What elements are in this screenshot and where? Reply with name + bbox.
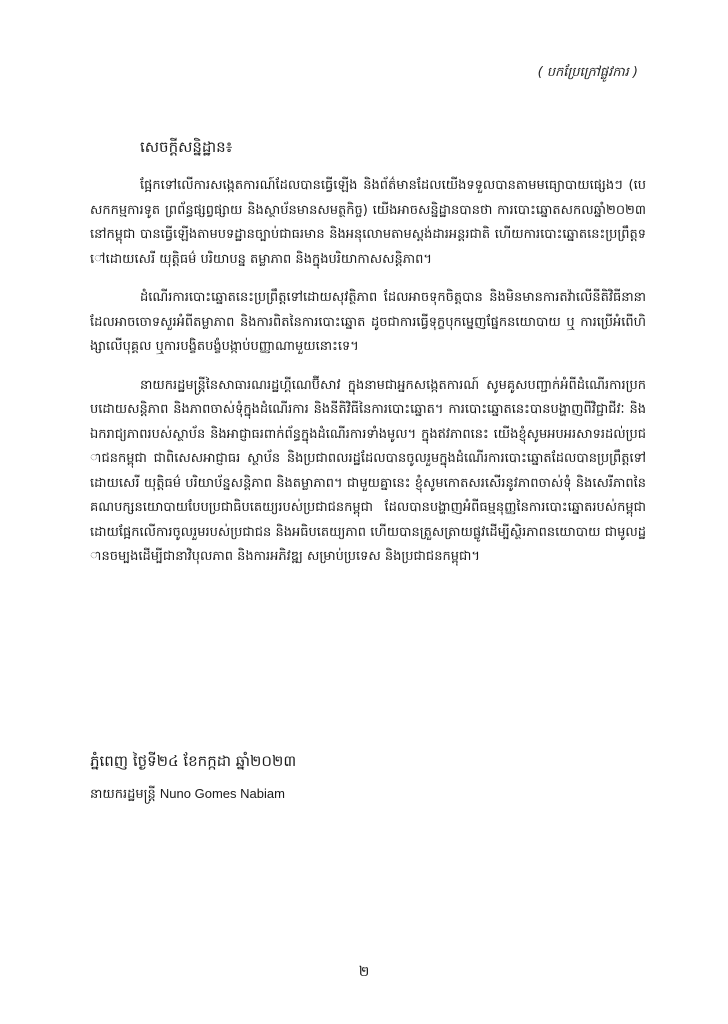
paragraph: ផ្អែកទៅលើការសង្កេតការណ៍ដែលបានធ្វើឡើង និងព័ត៌មានដែលយើងទទួលបានតាមមធ្យោបាយផ្សេងៗ (បេសកកម្មការទូត ព្រព័ន្ធផ្សព្វផ្សាយ និងស្ថាប័នមានសមត្ថកិច្ច) យើងអាចសន្និដ្ឋានបានថា ការបោះឆ្នោតសកលឆ្នាំ២០២៣នៅកម្ពុជា បានធ្វើឡើងតាមបទដ្ឋានច្បាប់ជាធរមាន និងអនុលោមតាមស្តង់ដារអន្តរជាតិ ហើយការបោះឆ្នោតនេះប្រព្រឹត្តទៅដោយសេរី យុត្តិធម៌ បរិយាបន្ន តម្លាភាព និងក្នុងបរិយាកាសសន្តិភាព។ [90, 178, 646, 267]
section-heading: សេចក្តីសន្និដ្ឋាន៖ [140, 138, 233, 156]
dateline: ភ្នំពេញ ថ្ងៃទី២៤ ខែកក្កដា ឆ្នាំ២០២៣ [90, 752, 297, 770]
document-body [90, 138, 646, 584]
paragraph: នាយករដ្ឋមន្ត្រីនៃសាធារណរដ្ឋហ្គីណេប៊ីសាវ ក្នុងនាមជាអ្នកសង្កេតការណ៍ សូមគូសបញ្ជាក់អំពីដំណើរការប្រកបដោយសន្តិភាព និងភាពចាស់ទុំក្នុងដំណើរការ និងនីតិវិធីនៃការបោះឆ្នោត។ ការបោះឆ្នោតនេះបានបង្ហាញពីវិជ្ជាជីវៈ និងឯករាជ្យភាពរបស់ស្ថាប័ន និងអាជ្ញាធរពាក់ព័ន្ធក្នុងដំណើរការទាំងមូល។ ក្នុងឥវភាពនេះ យើងខ្ញុំសូមអបអរសាទរដល់ប្រជាជនកម្ពុជា ជាពិសេសអាជ្ញាធរ ស្ថាប័ន និងប្រជាពលរដ្ឋដែលបានចូលរួមក្នុងដំណើរការបោះឆ្នោតដែលបានប្រព្រឹត្តទៅដោយសេរី យុត្តិធម៌ បរិយាប័ន្នសន្តិភាព និងតម្លាភាព។ ជាមួយគ្នានេះ ខ្ញុំសូមកោតសរសើរនូវភាពចាស់ទុំ និងសេរីភាពនៃគណបក្សនយោបាយបែបប្រជាធិបតេយ្យរបស់ប្រជាជនកម្ពុជា ដែលបានបង្ហាញអំពីធម្មនុញ្ញនៃការបោះឆ្នោតរបស់កម្ពុជា ដោយផ្អែកលើការចូលរួមរបស់ប្រជាជន និងអធិបតេយ្យភាព ហើយបានត្រួសត្រាយផ្លូវដើម្បីស្ថិរភាពនយោបាយ ជាមូលដ្ឋានចម្បងដើម្បីជានាវិបុលភាព និងការអភិវឌ្ឍ សម្រាប់ប្រទេស និងប្រជាជនកម្ពុជា។ [90, 377, 646, 564]
unofficial-translation-note: ( បកប្រែក្រៅផ្លូវការ ) [537, 65, 638, 80]
paragraph: ដំណើរការបោះឆ្នោតនេះប្រព្រឹត្តទៅដោយសុវត្ថិភាព ដែលអាចទុកចិត្តបាន និងមិនមានការតវ៉ាលើនីតិវិធីនានា ដែលអាចចោទសួរអំពីតម្លាភាព និងការពិតនៃការបោះឆ្នោត ដូចជាការធ្វើទុក្ខបុកម្នេញផ្នែកនយោបាយ ឬ ការប្រើអំពើហិង្សាលើបុគ្គល ឬការបង្ខិតបង្ខំបង្កាប់បញ្ញាណាមួយនោះទេ។ [90, 290, 646, 354]
signatory-title: នាយករដ្ឋមន្ត្រី [90, 787, 156, 802]
signature-block [90, 786, 285, 805]
page-number: ២ [358, 964, 370, 980]
signatory-name: Nuno Gomes Nabiam [159, 786, 285, 801]
